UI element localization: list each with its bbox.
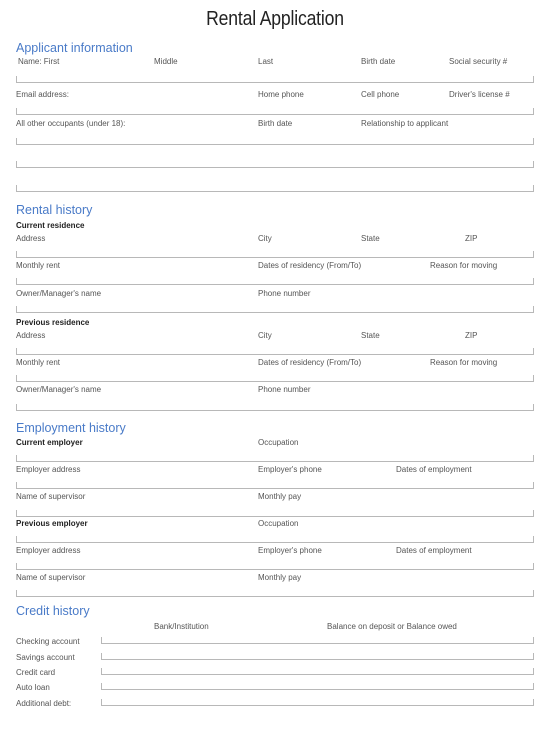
occupants-field-1[interactable]: [16, 138, 534, 145]
current-address-field[interactable]: [16, 251, 534, 258]
previous-owner-field[interactable]: [16, 404, 534, 411]
section-rental-history: Rental history: [16, 203, 93, 217]
label-monthly-pay: Monthly pay: [258, 573, 302, 582]
label-monthly-rent: Monthly rent: [16, 358, 61, 367]
name-field[interactable]: [16, 76, 534, 83]
label-name-of-supervisor: Name of supervisor: [16, 492, 86, 501]
label-additional-debt: Additional debt:: [16, 699, 72, 708]
label-name-of-supervisor: Name of supervisor: [16, 573, 86, 582]
current-owner-field[interactable]: [16, 306, 534, 313]
label-checking-account: Checking account: [16, 637, 80, 646]
label-birth-date: Birth date: [361, 57, 396, 66]
label-employer-address: Employer address: [16, 465, 81, 474]
previous-address-field[interactable]: [16, 348, 534, 355]
label-balance: Balance on deposit or Balance owed: [327, 622, 457, 631]
label-state: State: [361, 331, 380, 340]
label-reason-for-moving: Reason for moving: [430, 261, 498, 270]
current-employer-field[interactable]: [16, 455, 534, 462]
previous-supervisor-field[interactable]: [16, 590, 534, 597]
label-middle: Middle: [154, 57, 178, 66]
credit-card-field[interactable]: [101, 668, 534, 675]
label-cell-phone: Cell phone: [361, 90, 400, 99]
label-owner-manager: Owner/Manager's name: [16, 385, 102, 394]
label-phone-number: Phone number: [258, 289, 311, 298]
label-employers-phone: Employer's phone: [258, 465, 322, 474]
current-rent-field[interactable]: [16, 278, 534, 285]
label-bank-institution: Bank/Institution: [154, 622, 209, 631]
label-occupation: Occupation: [258, 438, 299, 447]
additional-debt-field[interactable]: [101, 699, 534, 706]
label-dates-of-employment: Dates of employment: [396, 465, 472, 474]
label-zip: ZIP: [465, 331, 478, 340]
current-employer-address-field[interactable]: [16, 482, 534, 489]
label-occupation: Occupation: [258, 519, 299, 528]
label-last: Last: [258, 57, 274, 66]
occupants-field-2[interactable]: [16, 161, 534, 168]
label-zip: ZIP: [465, 234, 478, 243]
previous-employer-address-field[interactable]: [16, 563, 534, 570]
auto-loan-field[interactable]: [101, 683, 534, 690]
label-dates-of-residency: Dates of residency (From/To): [258, 261, 362, 270]
current-supervisor-field[interactable]: [16, 510, 534, 517]
occupants-field-3[interactable]: [16, 185, 534, 192]
label-address: Address: [16, 331, 46, 340]
label-other-occupants: All other occupants (under 18):: [16, 119, 126, 128]
label-occupant-birth-date: Birth date: [258, 119, 293, 128]
label-address: Address: [16, 234, 46, 243]
label-home-phone: Home phone: [258, 90, 304, 99]
checking-account-field[interactable]: [101, 637, 534, 644]
previous-rent-field[interactable]: [16, 375, 534, 382]
email-phone-field[interactable]: [16, 108, 534, 115]
section-applicant-information: Applicant information: [16, 41, 133, 55]
label-name-first: Name: First: [18, 57, 60, 66]
savings-account-field[interactable]: [101, 653, 534, 660]
label-savings-account: Savings account: [16, 653, 75, 662]
label-phone-number: Phone number: [258, 385, 311, 394]
label-credit-card: Credit card: [16, 668, 56, 677]
label-monthly-pay: Monthly pay: [258, 492, 302, 501]
heading-current-employer: Current employer: [16, 438, 83, 447]
heading-current-residence: Current residence: [16, 221, 85, 230]
label-dates-of-employment: Dates of employment: [396, 546, 472, 555]
label-dates-of-residency: Dates of residency (From/To): [258, 358, 362, 367]
label-city: City: [258, 331, 272, 340]
section-credit-history: Credit history: [16, 604, 90, 618]
page-title: Rental Application: [206, 8, 344, 30]
heading-previous-employer: Previous employer: [16, 519, 88, 528]
label-reason-for-moving: Reason for moving: [430, 358, 498, 367]
label-drivers-license: Driver's license #: [449, 90, 510, 99]
label-state: State: [361, 234, 380, 243]
label-social-security: Social security #: [449, 57, 508, 66]
label-auto-loan: Auto loan: [16, 683, 50, 692]
previous-employer-field[interactable]: [16, 536, 534, 543]
label-monthly-rent: Monthly rent: [16, 261, 61, 270]
label-employer-address: Employer address: [16, 546, 81, 555]
label-city: City: [258, 234, 272, 243]
heading-previous-residence: Previous residence: [16, 318, 90, 327]
label-relationship: Relationship to applicant: [361, 119, 449, 128]
label-email-address: Email address:: [16, 90, 69, 99]
label-owner-manager: Owner/Manager's name: [16, 289, 102, 298]
section-employment-history: Employment history: [16, 421, 126, 435]
label-employers-phone: Employer's phone: [258, 546, 322, 555]
